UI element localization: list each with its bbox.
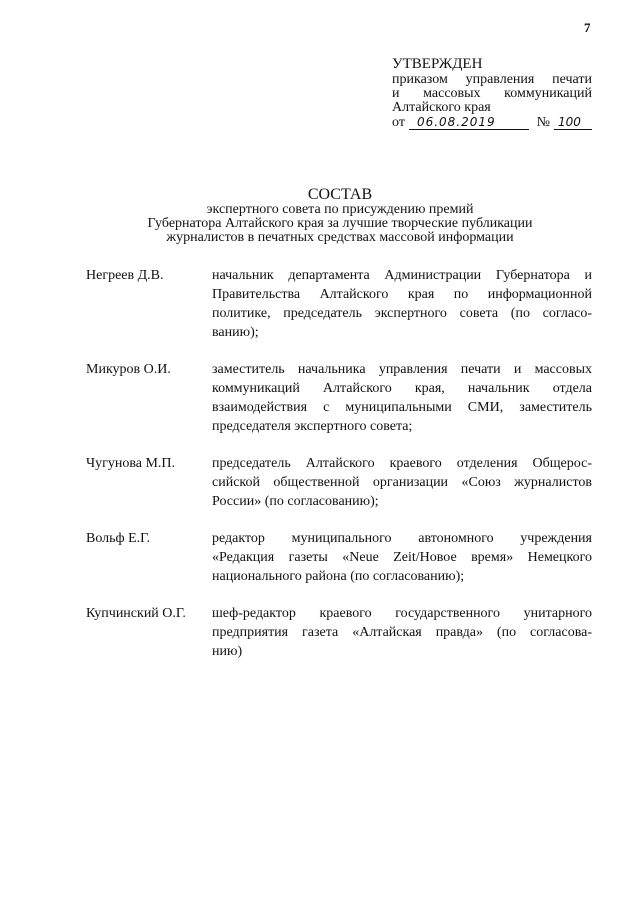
member-row [86,266,592,342]
member-row [86,604,592,661]
handwritten-number: 100 [554,115,592,130]
approval-order-line: приказом управления печати [392,72,592,87]
member-name: Купчинский О.Г. [86,606,186,621]
member-row [86,454,592,511]
heading-title: СОСТАВ [307,186,373,203]
member-role-line: коммуникаций Алтайского края, начальник отдела [212,381,592,396]
approval-block [392,56,592,130]
member-role-line: предприятия газета «Алтайская правда» (по согласова- [212,625,592,640]
document-heading [60,186,620,245]
member-role [212,454,592,511]
member-role-line: шеф-редактор краевого государственного унитарного [212,606,592,621]
member-name: Микуров О.И. [86,362,171,377]
member-role-line: ванию); [212,325,259,340]
heading-subtitle-line: Губернатора Алтайского края за лучшие творческие публикации [147,216,533,231]
handwritten-date: 06.08.2019 [409,115,529,130]
number-prefix: № [536,115,550,130]
member-role-line: заместитель начальника управления печати и массовых [212,362,592,377]
member-name: Вольф Е.Г. [86,531,151,546]
approved-title: УТВЕРЖДЕН [392,56,483,72]
member-role-line: России» (по согласованию); [212,494,379,509]
member-role-line: начальник департамента Администрации Губернатора и [212,268,592,283]
heading-subtitle-line: экспертного совета по присуждению премий [206,202,474,217]
approval-order-line: Алтайского края [392,100,491,115]
member-role-line: сийской общественной организации «Союз журналистов [212,475,592,490]
member-role-line: взаимодействия с муниципальными СМИ, заместитель [212,400,592,415]
approval-order-line: и массовых коммуникаций [392,86,592,101]
member-role-line: редактор муниципального автономного учреждения [212,531,592,546]
approval-signature-row [392,115,592,130]
member-name: Чугунова М.П. [86,456,176,471]
member-role-line: председателя экспертного совета; [212,419,413,434]
members-list [86,266,592,679]
member-role-line: Правительства Алтайского края по информационной [212,287,592,302]
member-role-line: нию) [212,644,243,659]
member-role [212,266,592,342]
member-role [212,360,592,436]
member-row [86,360,592,436]
member-role-line: политике, председатель экспертного совета (по согласо- [212,306,592,321]
heading-subtitle-line: журналистов в печатных средствах массовой информации [166,230,514,245]
member-role-line: «Редакция газеты «Neue Zeit/Новое время» Немецкого [212,550,592,565]
member-row [86,529,592,586]
page-number: 7 [584,20,591,35]
member-name: Негреев Д.В. [86,268,164,283]
member-role-line: председатель Алтайского краевого отделения Общерос- [212,456,592,471]
member-role [212,604,592,661]
member-role-line: национального района (по согласованию); [212,569,465,584]
date-prefix: от [392,115,405,130]
member-role [212,529,592,586]
